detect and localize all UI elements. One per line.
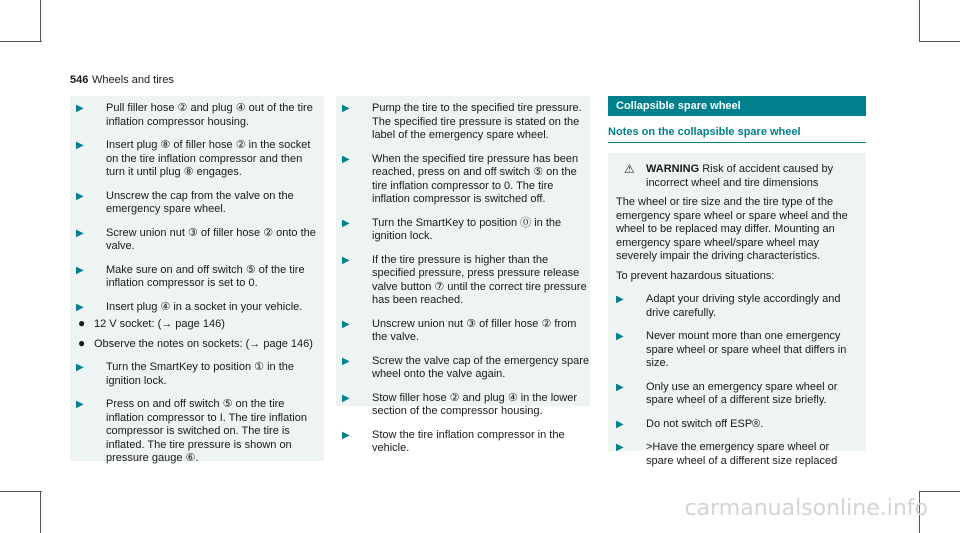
step-arrow-icon: ▶: [616, 418, 624, 430]
instruction-step: ▶ Screw the valve cap of the emergency spare wheel onto the valve again.: [342, 354, 590, 380]
crop-mark: [40, 491, 41, 533]
instruction-step: ▶ Turn the SmartKey to position ⓪ in the ignition lock.: [342, 216, 562, 242]
subsection-title: Notes on the collapsible spare wheel: [608, 126, 866, 143]
step-arrow-icon: ▶: [342, 103, 350, 114]
warning-step: ▶ Only use an emergency spare wheel or spare wheel of a different size briefly.: [616, 380, 838, 406]
instruction-step: ▶ Insert plug ④ in a socket in your vehicle.: [76, 300, 303, 313]
step-arrow-icon: ▶: [76, 301, 84, 313]
instruction-step: ▶ Pump the tire to the specified tire pressure. The specified tire pressure is stated on the label of the emergency spare wheel.: [342, 102, 582, 141]
step-arrow-icon: ▶: [616, 442, 624, 453]
instruction-step: ▶ Make sure on and off switch ⑤ of the tire inflation compressor is set to 0.: [76, 263, 305, 289]
step-arrow-icon: ▶: [342, 429, 350, 441]
instruction-step: ▶ Screw union nut ③ of filler hose ② onto the valve.: [76, 226, 316, 252]
step-arrow-icon: ▶: [76, 227, 84, 239]
instruction-step: ▶ If the tire pressure is higher than the specified pressure, press pressure release valve button ⑦ until the correct tire pressure has been reached.: [342, 253, 587, 306]
crop-mark: [40, 0, 41, 42]
step-arrow-icon: ▶: [76, 190, 84, 202]
step-arrow-icon: ▶: [76, 399, 84, 410]
step-arrow-icon: ▶: [76, 362, 84, 373]
step-arrow-icon: ▶: [342, 254, 350, 266]
column-collapsible-spare-wheel: [608, 96, 866, 468]
warning-header: [616, 163, 858, 190]
bullet-item: ● 12 V socket: (→ page 146): [78, 316, 225, 330]
step-arrow-icon: ▶: [76, 103, 84, 114]
step-arrow-icon: ▶: [76, 264, 84, 276]
warning-step: ▶ Adapt your driving style accordingly and drive carefully.: [616, 293, 841, 319]
warning-paragraph: To prevent hazardous situations:: [616, 269, 775, 282]
step-arrow-icon: ▶: [342, 318, 350, 330]
warning-step: ▶ >Have the emergency spare wheel or spare wheel of a different size replaced: [616, 441, 838, 467]
warning-step: ▶ Never mount more than one emergency spare wheel or spare wheel that differs in size.: [616, 330, 847, 369]
step-arrow-icon: ▶: [616, 294, 624, 305]
warning-label: WARNING: [646, 163, 700, 175]
bullet-icon: ●: [78, 316, 86, 330]
step-arrow-icon: ▶: [616, 381, 624, 393]
bullet-item: ● Observe the notes on sockets: (→ page 146): [78, 335, 313, 350]
warning-box: [608, 153, 866, 467]
warning-paragraph: The wheel or tire size and the tire type of the emergency spare wheel or spare wheel and the wheel to be replaced may differ. Mounting an emergency spare wheel/spare wheel may severely impair the driving characteristics.: [616, 196, 848, 262]
step-arrow-icon: ▶: [342, 355, 350, 367]
instruction-step: ▶ Stow the tire inflation compressor in the vehicle.: [342, 428, 565, 454]
crop-mark: [919, 41, 960, 42]
step-arrow-icon: ▶: [76, 140, 84, 151]
instruction-step: ▶ Insert plug ⑧ of filler hose ② in the socket on the tire inflation compressor and then turn it until plug ⑧ engages.: [76, 139, 311, 178]
instruction-step: ▶ Unscrew union nut ③ of filler hose ② from the valve.: [342, 317, 577, 343]
crop-mark: [919, 0, 920, 42]
crop-mark: [0, 491, 42, 492]
crop-mark: [0, 41, 42, 42]
column-instructions-1: [70, 96, 324, 464]
step-arrow-icon: ▶: [342, 153, 350, 165]
instruction-step: ▶ Turn the SmartKey to position ① in the ignition lock.: [76, 361, 294, 387]
instruction-step: ▶ Unscrew the cap from the valve on the emergency spare wheel.: [76, 189, 294, 215]
warning-step: ▶ Do not switch off ESP®.: [616, 417, 764, 430]
page-section-title: Wheels and tires: [92, 74, 174, 86]
instruction-step: ▶ Pull filler hose ② and plug ④ out of the tire inflation compressor housing.: [76, 102, 313, 128]
step-arrow-icon: ▶: [342, 217, 350, 229]
step-arrow-icon: ▶: [342, 392, 350, 404]
section-title: Collapsible spare wheel: [608, 96, 866, 116]
instruction-step: ▶ When the specified tire pressure has been reached, press on and off switch ⑤ on the tire inflation compressor to 0. The tire inflation compressor is switched off.: [342, 152, 579, 205]
warning-triangle-icon: ⚠: [624, 162, 635, 176]
crop-mark: [919, 491, 960, 492]
watermark: carmanualsonline.info: [684, 496, 928, 521]
instruction-step: ▶ Stow filler hose ② and plug ④ in the lower section of the compressor housing.: [342, 391, 577, 417]
instruction-step: ▶ Press on and off switch ⑤ on the tire inflation compressor to I. The tire inflation compressor is switched on. The tire is inflated. The tire pressure is shown on pressure gauge ⑥.: [76, 398, 307, 464]
step-arrow-icon: ▶: [616, 331, 624, 342]
warning-text: Risk of accident caused by incorrect wheel and tire dimensions: [646, 163, 834, 189]
column-instructions-2: [336, 96, 590, 454]
page-number: 546: [70, 74, 89, 86]
bullet-icon: ●: [78, 335, 86, 350]
